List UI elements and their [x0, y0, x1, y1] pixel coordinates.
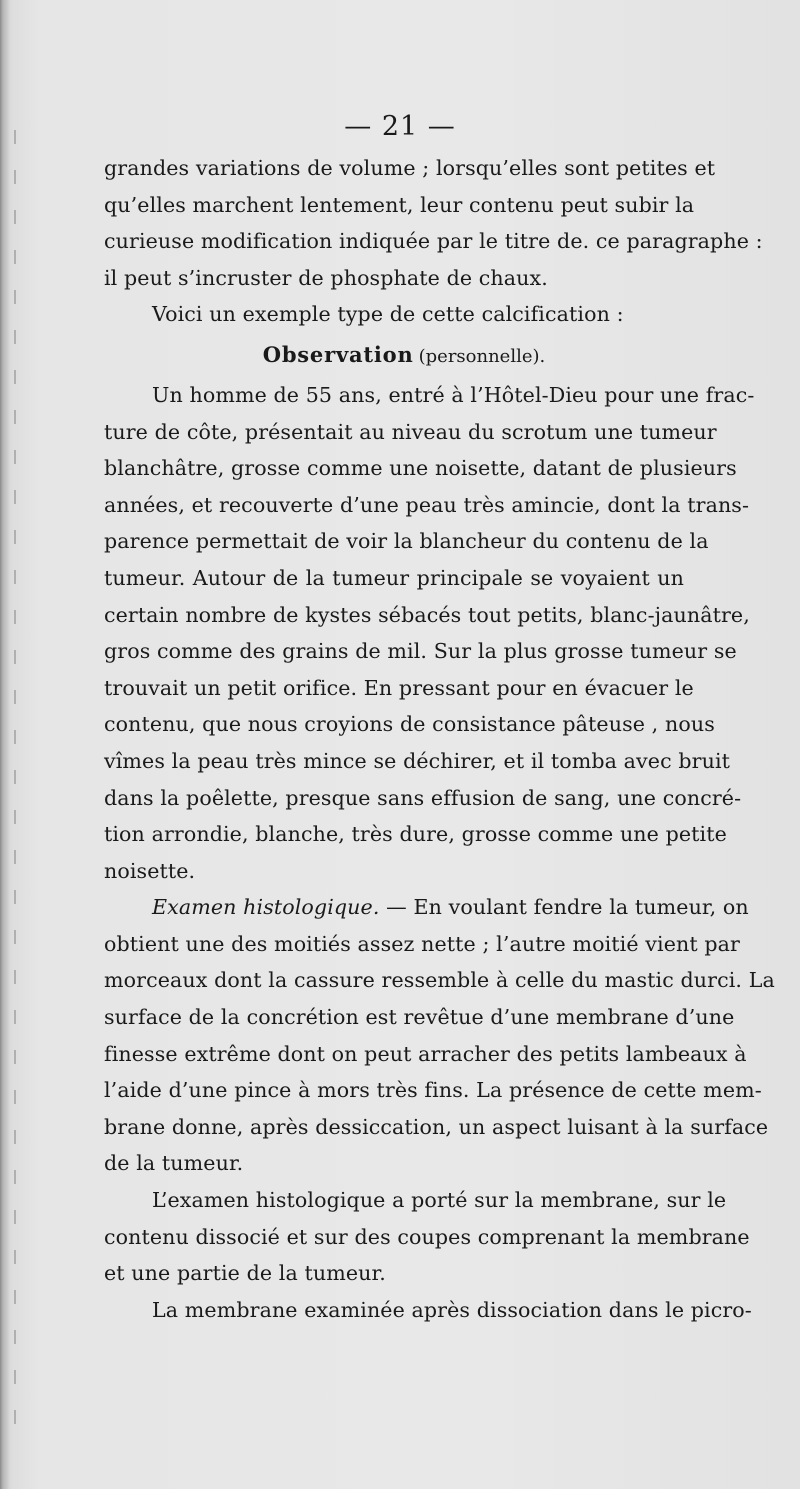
text-line: grandes variations de volume ; lorsqu’elles sont petites et [104, 156, 716, 180]
text-body [104, 150, 775, 1328]
text-line: La membrane examinée après dissociation dans le picro- [152, 1297, 752, 1322]
text-line: qu’elles marchent lentement, leur contenu peut subir la [104, 192, 695, 217]
observation-heading [104, 333, 684, 377]
text-line: tumeur. Autour de la tumeur principale se voyaient un [104, 565, 684, 590]
text-line: noisette. [104, 858, 196, 883]
text-line: Un homme de 55 ans, entré à l’Hôtel-Dieu pour une frac- [152, 382, 755, 407]
text-line: parence permettait de voir la blancheur du contenu de la [104, 529, 709, 554]
text-line: brane donne, après dessiccation, un aspect luisant à la surface [104, 1114, 769, 1139]
text-line: ture de côte, présentait au niveau du scrotum une tumeur [104, 419, 717, 444]
text-line: tion arrondie, blanche, très dure, grosse comme une petite [104, 822, 727, 847]
text-line: années, et recouverte d’une peau très amincie, dont la trans- [104, 492, 750, 517]
margin-marks [14, 130, 16, 1430]
text-line: morceaux dont la cassure ressemble à celle du mastic durci. La [104, 968, 775, 993]
text-line: gros comme des grains de mil. Sur la plus grosse tumeur se [104, 639, 737, 664]
text-line: curieuse modification indiquée par le titre de. ce paragraphe : [104, 229, 763, 254]
exam-heading: Examen histologique. [152, 895, 380, 920]
exam-first-line [104, 889, 749, 926]
text-line: il peut s’incruster de phosphate de chaux. [104, 265, 548, 290]
text-line: vîmes la peau très mince se déchirer, et il tomba avec bruit [104, 748, 731, 773]
text-line: l’aide d’une pince à mors très fins. La présence de cette mem- [104, 1078, 762, 1103]
text-line: blanchâtre, grosse comme une noisette, datant de plusieurs [104, 456, 737, 481]
text-line: de la tumeur. [104, 1151, 244, 1176]
text-line: contenu, que nous croyions de consistance pâteuse , nous [104, 712, 715, 737]
text-line: L’examen histologique a porté sur la membrane, sur le [152, 1188, 727, 1213]
text-line: surface de la concrétion est revêtue d’une membrane d’une [104, 1005, 735, 1030]
binding-edge [0, 0, 10, 1489]
exam-first-line-text: — En voulant fendre la tumeur, on [386, 895, 749, 920]
text-line: dans la poêlette, presque sans effusion de sang, une concré- [104, 785, 742, 810]
page-number: — 21 — [344, 111, 456, 142]
text-line: finesse extrême dont on peut arracher des petits lambeaux à [104, 1041, 747, 1066]
text-line: trouvait un petit orifice. En pressant pour en évacuer le [104, 675, 694, 700]
observation-subtitle: (personnelle). [418, 345, 546, 367]
text-line: obtient une des moitiés assez nette ; l’autre moitié vient par [104, 931, 740, 956]
observation-title: Observation [262, 341, 414, 367]
text-line: Voici un exemple type de cette calcification : [152, 302, 624, 327]
text-line: certain nombre de kystes sébacés tout petits, blanc-jaunâtre, [104, 602, 750, 627]
text-line: et une partie de la tumeur. [104, 1261, 386, 1286]
text-line: contenu dissocié et sur des coupes comprenant la membrane [104, 1224, 750, 1249]
